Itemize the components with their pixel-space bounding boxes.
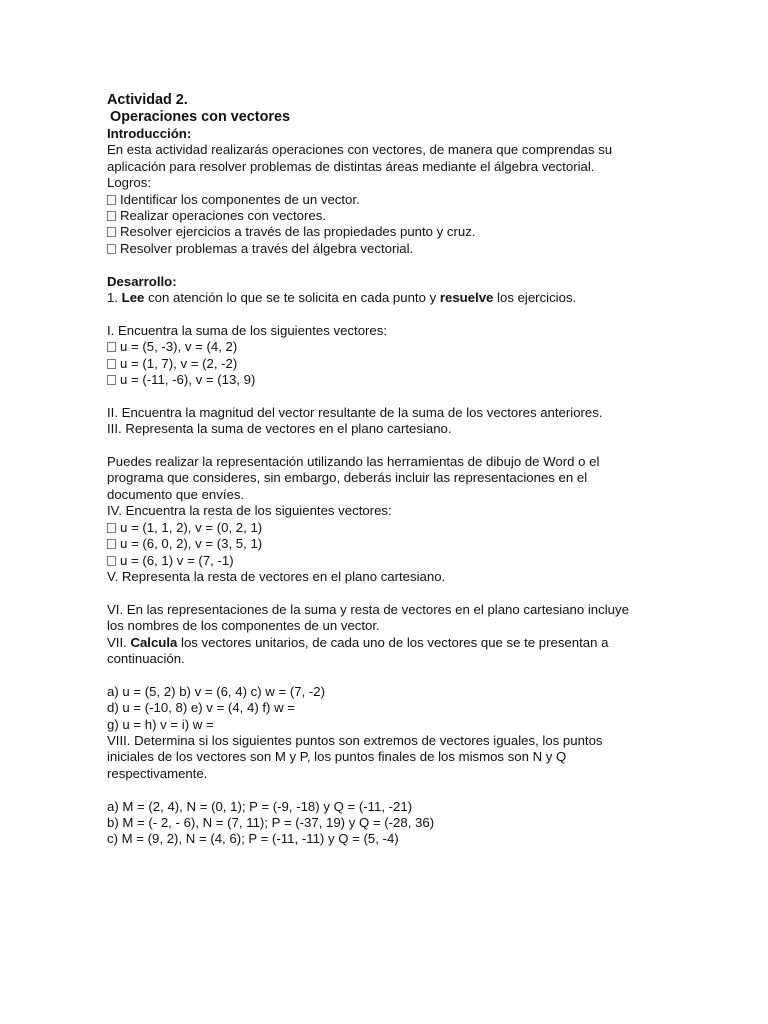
step-1-instruction	[107, 290, 667, 306]
point-line: c) M = (9, 2), N = (4, 6); P = (-11, -11) y Q = (5, -4)	[107, 831, 399, 847]
suma-item	[107, 339, 667, 355]
resta-item	[107, 520, 667, 536]
step-text: los ejercicios.	[493, 290, 577, 306]
intro-heading: Introducción:	[107, 126, 192, 141]
spacer	[107, 257, 667, 273]
intro-text-line: En esta actividad realizarás operaciones con vectores, de manera que comprendas su	[107, 142, 613, 158]
document-body	[107, 92, 667, 848]
bullet-icon	[107, 359, 116, 369]
note-line: documento que envíes.	[107, 486, 245, 502]
unit-vector-line: g) u = h) v = i) w =	[107, 716, 214, 732]
point-line: b) M = (- 2, - 6), N = (7, 11); P = (-37, 19) y Q = (-28, 36)	[107, 814, 435, 830]
logro-text: Resolver problemas a través del álgebra vectorial.	[120, 240, 414, 256]
section-VII-prefix: VII.	[107, 634, 131, 650]
resta-text: u = (6, 0, 2), v = (3, 5, 1)	[120, 536, 263, 552]
logro-item	[107, 241, 667, 257]
suma-text: u = (1, 7), v = (2, -2)	[120, 355, 238, 371]
logro-item	[107, 192, 667, 208]
resta-item	[107, 536, 667, 552]
bullet-icon	[107, 195, 116, 205]
resta-item	[107, 553, 667, 569]
spacer	[107, 782, 667, 798]
step-keyword-lee: Lee	[121, 290, 145, 306]
activity-title: Actividad 2.	[107, 92, 188, 108]
logro-item	[107, 224, 667, 240]
activity-subtitle: Operaciones con vectores	[110, 109, 290, 125]
bullet-icon	[107, 211, 116, 221]
section-VIII-line: respectivamente.	[107, 765, 208, 781]
section-V: V. Representa la resta de vectores en el plano cartesiano.	[107, 568, 446, 584]
section-VIII-line: iniciales de los vectores son M y P, los puntos finales de los mismos son N y Q	[107, 749, 567, 765]
section-VII-text: los vectores unitarios, de cada uno de los vectores que se te presentan a	[177, 634, 609, 650]
logro-text: Resolver ejercicios a través de las propiedades punto y cruz.	[120, 224, 476, 240]
point-line: a) M = (2, 4), N = (0, 1); P = (-9, -18) y Q = (-11, -21)	[107, 798, 413, 814]
spacer	[107, 388, 667, 404]
section-VI-line: VI. En las representaciones de la suma y resta de vectores en el plano cartesiano incluye	[107, 601, 629, 617]
bullet-icon	[107, 556, 116, 566]
section-VII-line2: continuación.	[107, 650, 185, 666]
spacer	[107, 438, 667, 454]
unit-vector-line: a) u = (5, 2) b) v = (6, 4) c) w = (7, -2)	[107, 683, 326, 699]
step-keyword-resuelve: resuelve	[439, 290, 494, 306]
bullet-icon	[107, 227, 116, 237]
section-VII	[107, 635, 667, 651]
bullet-icon	[107, 539, 116, 549]
resta-text: u = (1, 1, 2), v = (0, 2, 1)	[120, 519, 263, 535]
bullet-icon	[107, 523, 116, 533]
section-III: III. Representa la suma de vectores en el plano cartesiano.	[107, 421, 452, 437]
section-VIII-line: VIII. Determina si los siguientes puntos son extremos de vectores iguales, los puntos	[107, 732, 603, 748]
suma-item	[107, 372, 667, 388]
bullet-icon	[107, 375, 116, 385]
suma-item	[107, 356, 667, 372]
section-II: II. Encuentra la magnitud del vector resultante de la suma de los vectores anteriores.	[107, 404, 603, 420]
logro-text: Identificar los componentes de un vector.	[120, 191, 360, 207]
bullet-icon	[107, 244, 116, 254]
step-text: con atención lo que se te solicita en cada punto y	[144, 290, 440, 306]
bullet-icon	[107, 342, 116, 352]
spacer	[107, 306, 667, 322]
section-VI-line: los nombres de los componentes de un vector.	[107, 618, 380, 634]
note-line: Puedes realizar la representación utilizando las herramientas de dibujo de Word o el	[107, 454, 600, 470]
resta-text: u = (6, 1) v = (7, -1)	[120, 552, 234, 568]
section-I: I. Encuentra la suma de los siguientes vectores:	[107, 322, 388, 338]
step-number: 1.	[107, 290, 122, 306]
desarrollo-heading: Desarrollo:	[107, 273, 177, 289]
suma-text: u = (5, -3), v = (4, 2)	[120, 339, 238, 355]
spacer	[107, 667, 667, 683]
unit-vector-line: d) u = (-10, 8) e) v = (4, 4) f) w =	[107, 700, 295, 716]
intro-text-line: aplicación para resolver problemas de distintas áreas mediante el álgebra vectorial.	[107, 158, 595, 174]
note-line: programa que consideres, sin embargo, deberás incluir las representaciones en el	[107, 470, 588, 486]
section-VII-keyword: Calcula	[130, 634, 178, 650]
logro-item	[107, 208, 667, 224]
logros-label: Logros:	[107, 175, 151, 191]
suma-text: u = (-11, -6), v = (13, 9)	[120, 372, 256, 388]
spacer	[107, 585, 667, 601]
logro-text: Realizar operaciones con vectores.	[120, 208, 326, 224]
section-IV: IV. Encuentra la resta de los siguientes vectores:	[107, 503, 392, 519]
